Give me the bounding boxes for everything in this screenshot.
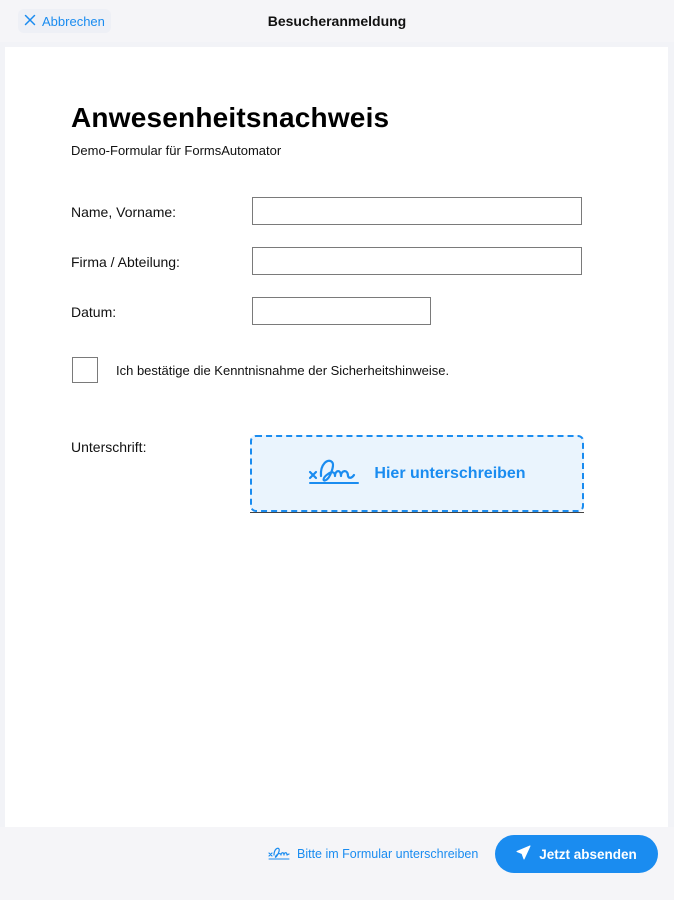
signature-line bbox=[250, 512, 584, 513]
name-field[interactable] bbox=[252, 197, 582, 225]
page-title: Besucheranmeldung bbox=[267, 13, 407, 29]
safety-checkbox[interactable] bbox=[72, 357, 98, 383]
name-field-label: Name, Vorname: bbox=[71, 204, 177, 220]
signature-icon bbox=[308, 456, 360, 491]
form-title: Anwesenheitsnachweis bbox=[71, 102, 390, 133]
date-field-label: Datum: bbox=[71, 304, 117, 320]
date-field[interactable] bbox=[252, 297, 431, 325]
bottom-bar bbox=[0, 827, 674, 900]
signature-prompt: Hier unterschreiben bbox=[374, 464, 526, 482]
signature-field[interactable] bbox=[250, 435, 584, 512]
submit-button[interactable] bbox=[495, 835, 658, 873]
company-field-label: Firma / Abteilung: bbox=[71, 254, 180, 270]
signature-icon bbox=[268, 846, 290, 863]
signature-hint bbox=[268, 846, 478, 862]
submit-button-label: Jetzt absenden bbox=[539, 846, 637, 862]
form-card bbox=[5, 47, 668, 827]
form-subtitle: Demo-Formular für FormsAutomator bbox=[71, 143, 282, 158]
signature-label: Unterschrift: bbox=[71, 439, 147, 455]
signature-hint-text: Bitte im Formular unterschreiben bbox=[297, 847, 479, 861]
company-field[interactable] bbox=[252, 247, 582, 275]
safety-checkbox-label: Ich bestätige die Kenntnisnahme der Sicherheitshinweise. bbox=[116, 363, 450, 378]
top-bar bbox=[0, 0, 674, 42]
send-icon bbox=[516, 845, 531, 863]
cancel-button-label: Abbrechen bbox=[42, 13, 105, 29]
